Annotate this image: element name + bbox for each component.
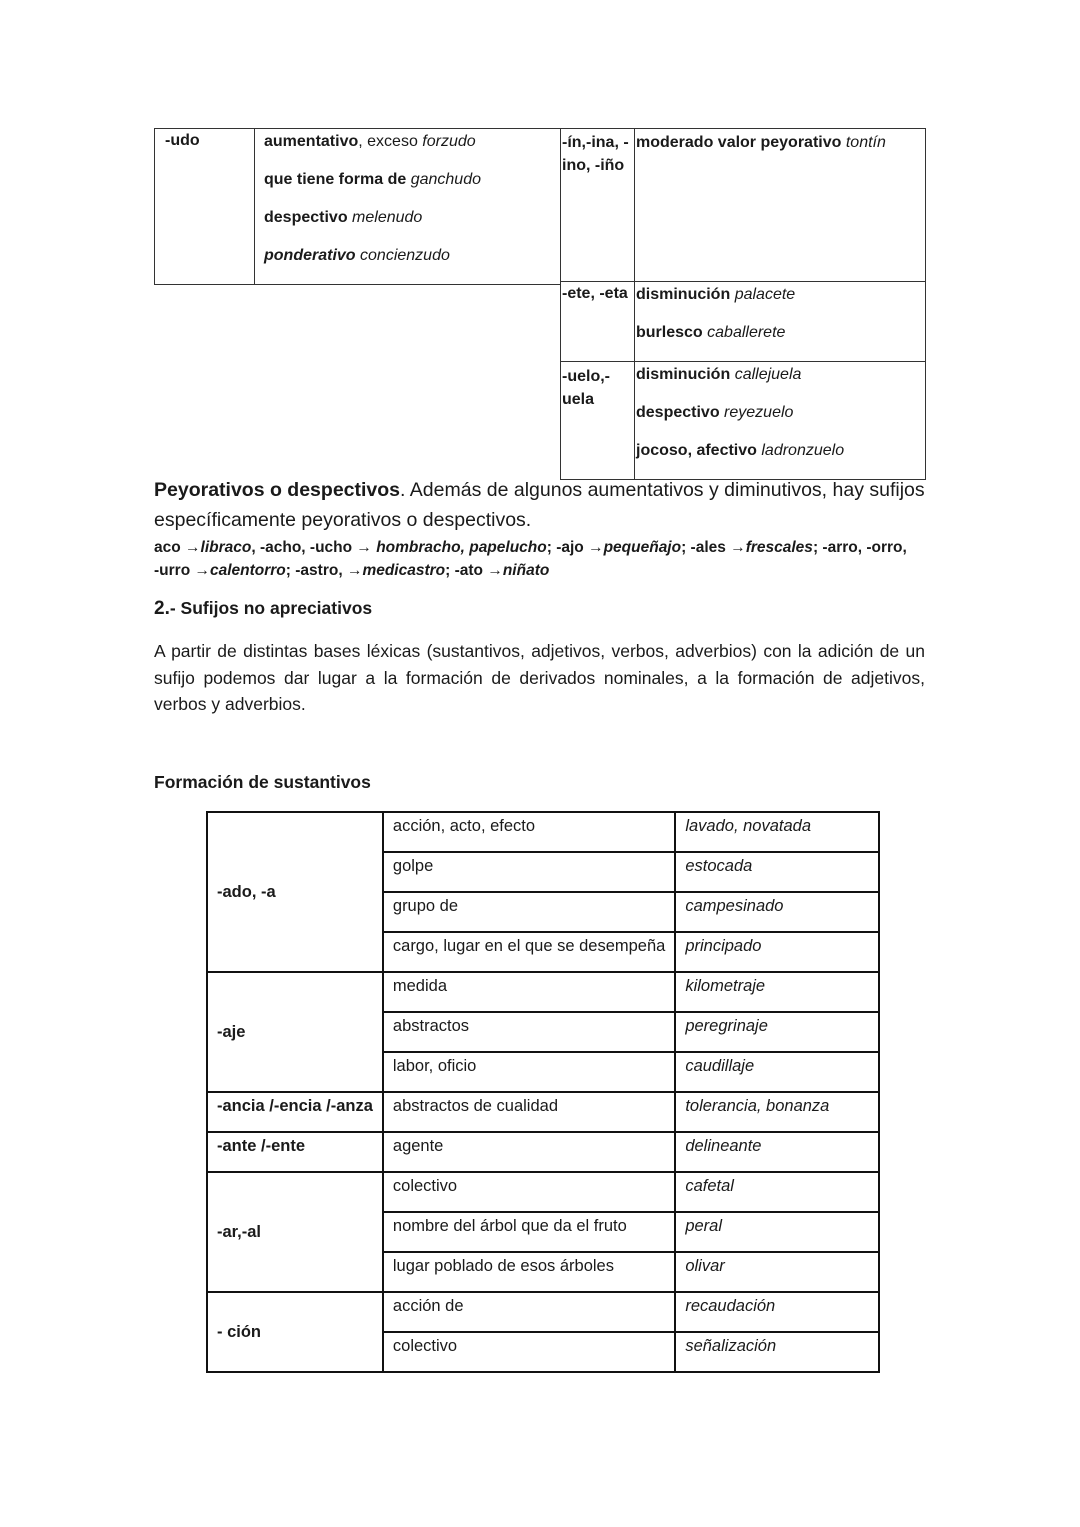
suffix-cell: [561, 362, 635, 480]
meaning-cell: golpe: [383, 852, 675, 892]
suffix-cell: -ado, -a: [207, 812, 383, 972]
meaning-line: jocoso, afectivo ladronzuelo: [636, 442, 845, 459]
table-row: [207, 1172, 879, 1212]
example-cell: delineante: [675, 1132, 879, 1172]
meaning-line: disminución palacete: [636, 286, 796, 303]
meaning-line: ponderativo concienzudo: [264, 247, 450, 264]
meaning-line: despectivo melenudo: [264, 209, 423, 226]
meaning-cell: medida: [383, 972, 675, 1012]
peyorativos-title: Peyorativos o despectivos: [154, 479, 401, 501]
example-cell: señalización: [675, 1332, 879, 1372]
meaning-cell: grupo de: [383, 892, 675, 932]
suffix-cell: -ar,-al: [207, 1172, 383, 1292]
example-cell: peregrinaje: [675, 1012, 879, 1052]
section-paragraph: A partir de distintas bases léxicas (sustantivos, adjetivos, verbos, adverbios) con la adición de un sufijo podemos dar lugar a la formación de derivados nominales, a la formación de adjetivos, verbos y adverbios.: [154, 641, 925, 714]
suffix-cell: -ancia /-encia /-anza: [207, 1092, 383, 1132]
suffix-label: -uelo,-uela: [562, 368, 610, 408]
meaning-line: disminución callejuela: [636, 366, 802, 383]
suffix-table-udo: [154, 128, 561, 285]
suffix-label: -udo: [165, 132, 200, 149]
section-heading: 2.- Sufijos no apreciativos: [154, 598, 373, 619]
meaning-cell: nombre del árbol que da el fruto: [383, 1212, 675, 1252]
example-cell: olivar: [675, 1252, 879, 1292]
example-cell: peral: [675, 1212, 879, 1252]
suffix-cell: [561, 129, 635, 282]
examples-line-1: aco →libraco, -acho, -ucho → hombracho, papelucho; -ajo →pequeñajo; -ales →frescales; -arro, -orro,: [154, 539, 907, 556]
meaning-cell: acción de: [383, 1292, 675, 1332]
example-cell: tolerancia, bonanza: [675, 1092, 879, 1132]
meanings-cell: [635, 362, 926, 480]
meaning-cell: cargo, lugar en el que se desempeña: [383, 932, 675, 972]
example-cell: estocada: [675, 852, 879, 892]
suffix-cell: -ante /-ente: [207, 1132, 383, 1172]
meaning-line: aumentativo, exceso forzudo: [264, 133, 476, 150]
meaning-cell: abstractos: [383, 1012, 675, 1052]
peyorativos-examples: [154, 536, 934, 582]
table-row: [207, 972, 879, 1012]
meaning-cell: acción, acto, efecto: [383, 812, 675, 852]
suffix-cell: - ción: [207, 1292, 383, 1372]
example-cell: principado: [675, 932, 879, 972]
meaning-line: que tiene forma de ganchudo: [264, 171, 481, 188]
example-cell: caudillaje: [675, 1052, 879, 1092]
suffix-cell: [155, 129, 255, 285]
meanings-cell: [635, 129, 926, 282]
suffix-label: -ete, -eta: [562, 285, 628, 302]
suffix-cell: [561, 282, 635, 362]
example-cell: kilometraje: [675, 972, 879, 1012]
meaning-cell: lugar poblado de esos árboles: [383, 1252, 675, 1292]
meaning-cell: agente: [383, 1132, 675, 1172]
meaning-cell: abstractos de cualidad: [383, 1092, 675, 1132]
suffix-label: -ín,-ina, -ino, -iño: [562, 134, 629, 174]
meaning-cell: colectivo: [383, 1332, 675, 1372]
suffix-cell: -aje: [207, 972, 383, 1092]
meaning-line: despectivo reyezuelo: [636, 404, 794, 421]
meaning-cell: colectivo: [383, 1172, 675, 1212]
suffix-table-diminutives: [560, 128, 926, 480]
noun-formation-table: [206, 811, 880, 1373]
example-cell: campesinado: [675, 892, 879, 932]
table-row: [207, 1092, 879, 1132]
example-cell: recaudación: [675, 1292, 879, 1332]
meaning-line: moderado valor peyorativo tontín: [636, 134, 886, 151]
example-cell: lavado, novatada: [675, 812, 879, 852]
subsection-heading: Formación de sustantivos: [154, 772, 371, 792]
example-cell: cafetal: [675, 1172, 879, 1212]
meanings-cell: [635, 282, 926, 362]
meanings-cell: [255, 129, 561, 285]
examples-line-2: -urro →calentorro; -astro, →medicastro; -ato →niñato: [154, 562, 550, 579]
peyorativos-paragraph: Peyorativos o despectivos. Además de algunos aumentativos y diminutivos, hay sufijos específicamente peyorativos o despectivos.: [154, 479, 925, 531]
table-row: [207, 1292, 879, 1332]
meaning-cell: labor, oficio: [383, 1052, 675, 1092]
table-row: [207, 812, 879, 852]
meaning-line: burlesco caballerete: [636, 324, 786, 341]
table-row: [207, 1132, 879, 1172]
